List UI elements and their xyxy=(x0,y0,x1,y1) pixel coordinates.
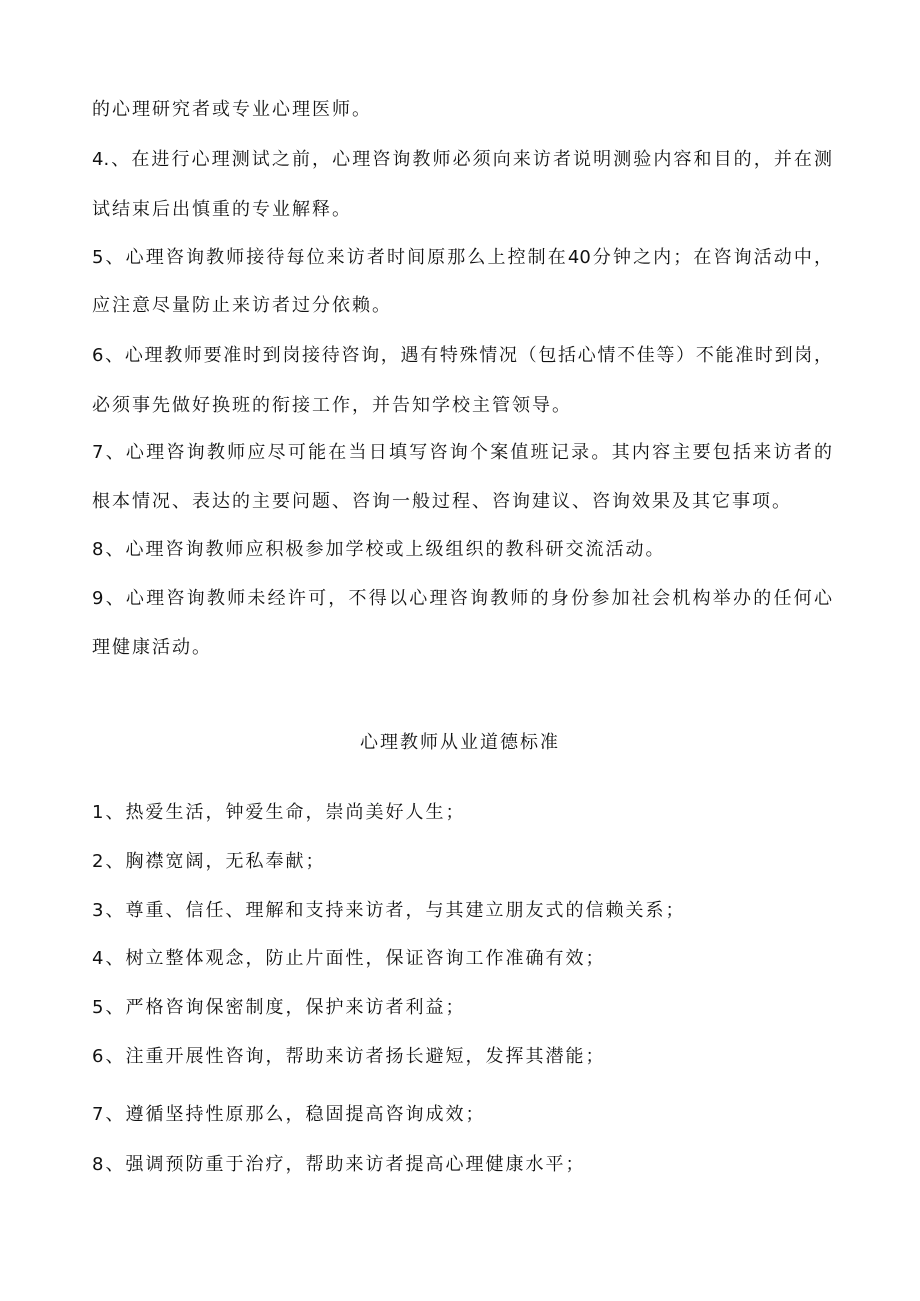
paragraph-line: 8、心理咨询教师应积极参加学校或上级组织的教科研交流活动。 xyxy=(92,539,666,560)
paragraph-line: 试结束后出慎重的专业解释。 xyxy=(92,199,352,220)
list-item: 2、胸襟宽阔，无私奉献； xyxy=(92,851,326,872)
paragraph-line: 9、心理咨询教师未经许可，不得以心理咨询教师的身份参加社会机构举办的任何心 xyxy=(92,588,832,609)
list-item: 5、严格咨询保密制度，保护来访者利益； xyxy=(92,997,466,1018)
paragraph-line: 应注意尽量防止来访者过分依赖。 xyxy=(92,295,392,316)
list-item: 6、注重开展性咨询，帮助来访者扬长避短，发挥其潜能； xyxy=(92,1046,606,1067)
paragraph-line: 的心理研究者或专业心理医师。 xyxy=(92,99,372,120)
paragraph-line: 必须事先做好换班的衔接工作，并告知学校主管领导。 xyxy=(92,395,572,416)
paragraph-line: 5、心理咨询教师接待每位来访者时间原那么上控制在40分钟之内；在咨询活动中， xyxy=(92,247,832,268)
paragraph-line: 7、心理咨询教师应尽可能在当日填写咨询个案值班记录。其内容主要包括来访者的 xyxy=(92,442,832,463)
paragraph-line: 4.、在进行心理测试之前，心理咨询教师必须向来访者说明测验内容和目的，并在测 xyxy=(92,149,832,170)
list-item: 1、热爱生活，钟爱生命，崇尚美好人生； xyxy=(92,802,466,823)
list-item: 3、尊重、信任、理解和支持来访者，与其建立朋友式的信赖关系； xyxy=(92,900,686,921)
section-title: 心理教师从业道德标准 xyxy=(360,732,560,753)
paragraph-line: 理健康活动。 xyxy=(92,637,212,658)
list-item: 7、遵循坚持性原那么，稳固提高咨询成效； xyxy=(92,1104,486,1125)
list-item: 4、树立整体观念，防止片面性，保证咨询工作准确有效； xyxy=(92,948,606,969)
paragraph-line: 6、心理教师要准时到岗接待咨询，遇有特殊情况（包括心情不佳等）不能准时到岗， xyxy=(92,345,832,366)
list-item: 8、强调预防重于治疗，帮助来访者提高心理健康水平； xyxy=(92,1154,586,1175)
paragraph-line: 根本情况、表达的主要问题、咨询一般过程、咨询建议、咨询效果及其它事项。 xyxy=(92,491,792,512)
